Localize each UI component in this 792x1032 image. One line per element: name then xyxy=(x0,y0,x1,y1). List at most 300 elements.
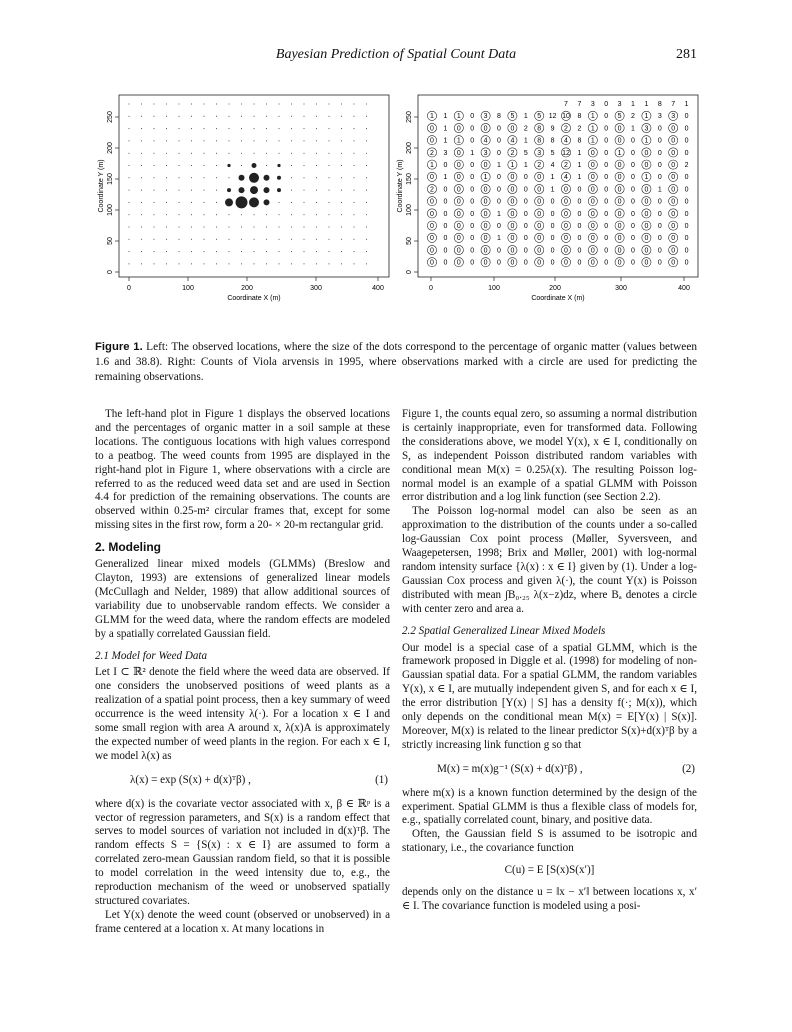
count-label: 3 xyxy=(590,101,595,108)
count-label: 0 xyxy=(617,198,622,206)
count-label: 0 xyxy=(604,113,609,121)
count-label: 0 xyxy=(550,210,555,218)
count-label: 0 xyxy=(537,223,542,230)
count-label: 0 xyxy=(537,259,542,267)
observation-dot xyxy=(179,263,180,264)
count-label: 0 xyxy=(671,247,676,255)
count-label: 0 xyxy=(590,174,595,182)
count-label: 0 xyxy=(483,235,488,243)
observation-dot xyxy=(229,128,230,129)
observation-dot xyxy=(316,214,317,215)
observation-dot xyxy=(329,153,330,154)
observation-dot xyxy=(204,116,205,117)
observation-dot xyxy=(354,128,355,129)
count-label: 0 xyxy=(617,210,622,218)
count-label: 0 xyxy=(483,186,488,194)
count-label: 0 xyxy=(537,186,542,194)
count-label: 0 xyxy=(470,223,475,230)
count-label: 1 xyxy=(510,162,515,169)
count-label: 0 xyxy=(590,235,595,243)
observation-dot xyxy=(204,104,205,105)
observation-dot xyxy=(179,153,180,154)
count-label: 0 xyxy=(510,125,515,133)
count-label: 0 xyxy=(497,259,501,267)
page-number: 281 xyxy=(676,47,697,62)
count-label: 0 xyxy=(470,186,475,194)
observation-dot xyxy=(216,104,217,105)
count-label: 0 xyxy=(523,247,528,255)
observation-dot xyxy=(239,175,245,181)
count-label: 0 xyxy=(684,223,689,230)
observation-dot xyxy=(154,239,155,240)
count-label: 2 xyxy=(564,125,568,133)
observation-dot xyxy=(279,239,280,240)
count-label: 0 xyxy=(564,235,568,243)
observation-dot xyxy=(329,190,330,191)
observation-dot xyxy=(341,251,342,252)
observation-dot xyxy=(316,165,317,166)
observation-dot xyxy=(216,263,217,264)
count-label: 0 xyxy=(483,198,488,206)
observation-dot xyxy=(354,190,355,191)
observation-dot xyxy=(141,251,142,252)
observation-dot xyxy=(204,214,205,215)
observation-dot xyxy=(179,177,180,178)
right-xtick: 300 xyxy=(615,285,627,292)
count-label: 8 xyxy=(577,137,582,145)
count-label: 0 xyxy=(456,210,461,218)
observation-dot xyxy=(266,128,267,129)
observation-dot xyxy=(266,214,267,215)
count-label: 0 xyxy=(537,235,542,243)
count-label: 0 xyxy=(684,149,689,157)
count-label: 0 xyxy=(537,247,542,255)
count-label: 0 xyxy=(470,162,475,169)
observation-dot xyxy=(216,153,217,154)
observation-dot xyxy=(304,227,305,228)
observation-dot xyxy=(204,227,205,228)
observation-dot xyxy=(129,202,130,203)
count-label: 0 xyxy=(671,162,676,169)
observation-dot xyxy=(354,202,355,203)
count-label: 0 xyxy=(684,235,689,243)
equation-2 xyxy=(402,763,697,777)
count-label: 0 xyxy=(523,235,528,243)
observation-dot xyxy=(241,165,242,166)
left-xtick: 200 xyxy=(241,285,253,292)
observation-dot xyxy=(191,227,192,228)
observation-dot xyxy=(154,116,155,117)
observation-dot xyxy=(279,202,280,203)
count-label: 0 xyxy=(456,174,461,182)
left-ytick: 150 xyxy=(107,173,114,185)
count-label: 0 xyxy=(684,174,689,182)
count-label: 4 xyxy=(550,162,555,169)
observation-dot xyxy=(366,165,367,166)
observation-dot xyxy=(204,177,205,178)
count-label: 0 xyxy=(430,259,434,267)
observation-dot xyxy=(279,153,280,154)
observation-dot xyxy=(254,251,255,252)
count-label: 0 xyxy=(657,137,662,145)
observation-dot xyxy=(366,190,367,191)
count-label: 0 xyxy=(577,247,582,255)
count-label: 7 xyxy=(564,101,568,108)
right-xtick: 400 xyxy=(678,285,690,292)
observation-dot xyxy=(179,165,180,166)
observation-dot xyxy=(291,202,292,203)
count-label: 1 xyxy=(497,235,501,243)
observation-dot xyxy=(225,198,233,206)
paragraph: Our model is a special case of a spatial GLMM, which is the framework proposed in Diggle et al. (1998) for modeling of non-Gaussian spatial data. For a spatial GLMM, the random variables Y(x), x ∈ I, are mutually independent given S, and for each x ∈ I, the error distribution [Y(x) | S] has a density f(·; M(x)), which only depends on the conditional mean M(x) = E[Y(x) | S(x)]. Moreover, M(x) is related to the linear predictor S(x)+d(x)ᵀβ by a strictly increasing link function g so that xyxy=(402,641,697,751)
observation-dot xyxy=(341,104,342,105)
observation-dot xyxy=(329,177,330,178)
observation-dot xyxy=(266,140,267,141)
count-label: 0 xyxy=(604,149,609,157)
count-label: 1 xyxy=(550,174,555,182)
observation-dot xyxy=(249,173,259,183)
count-label: 0 xyxy=(510,223,515,230)
observation-dot xyxy=(166,214,167,215)
count-label: 4 xyxy=(564,174,568,182)
observation-dot xyxy=(129,153,130,154)
observation-dot xyxy=(179,128,180,129)
count-label: 1 xyxy=(577,149,582,157)
observation-dot xyxy=(191,128,192,129)
count-label: 0 xyxy=(671,186,676,194)
observation-dot xyxy=(204,165,205,166)
observation-dot xyxy=(341,227,342,228)
count-label: 0 xyxy=(456,259,461,267)
observation-dot xyxy=(227,164,230,167)
count-label: 0 xyxy=(430,137,434,145)
observation-dot xyxy=(229,214,230,215)
count-label: 3 xyxy=(443,149,448,157)
observation-dot xyxy=(241,263,242,264)
observation-dot xyxy=(229,140,230,141)
observation-dot xyxy=(204,128,205,129)
observation-dot xyxy=(341,128,342,129)
count-label: 3 xyxy=(483,113,488,121)
count-label: 0 xyxy=(604,186,609,194)
count-label: 0 xyxy=(564,223,568,230)
observation-dot xyxy=(154,263,155,264)
observation-dot xyxy=(154,165,155,166)
count-label: 0 xyxy=(617,186,622,194)
observation-dot xyxy=(366,140,367,141)
observation-dot xyxy=(216,128,217,129)
count-label: 0 xyxy=(470,210,475,218)
count-label: 1 xyxy=(590,137,595,145)
equation-body: M(x) = m(x)g⁻¹ (S(x) + d(x)ᵀβ) , xyxy=(437,762,583,775)
observation-dot xyxy=(304,251,305,252)
right-ylabel: Coordinate Y (m) xyxy=(397,159,404,213)
observation-dot xyxy=(154,140,155,141)
count-label: 1 xyxy=(590,125,595,133)
count-label: 0 xyxy=(604,174,609,182)
observation-dot xyxy=(254,153,255,154)
observation-dot xyxy=(316,140,317,141)
count-label: 0 xyxy=(657,125,662,133)
observation-dot xyxy=(166,202,167,203)
count-label: 0 xyxy=(657,247,662,255)
equation-1 xyxy=(95,774,390,788)
observation-dot xyxy=(204,140,205,141)
count-label: 5 xyxy=(523,149,528,157)
observation-dot xyxy=(229,227,230,228)
observation-dot xyxy=(179,202,180,203)
observation-dot xyxy=(304,239,305,240)
observation-dot xyxy=(254,214,255,215)
count-label: 0 xyxy=(497,223,501,230)
observation-dot xyxy=(204,153,205,154)
count-label: 0 xyxy=(631,137,635,145)
observation-dot xyxy=(354,140,355,141)
observation-dot xyxy=(366,177,367,178)
count-label: 0 xyxy=(510,247,515,255)
count-label: 0 xyxy=(590,162,595,169)
left-xlabel: Coordinate X (m) xyxy=(227,295,281,302)
count-label: 0 xyxy=(657,223,662,230)
count-label: 2 xyxy=(684,162,689,169)
count-label: 8 xyxy=(577,113,582,121)
observation-dot xyxy=(291,190,292,191)
paragraph: where m(x) is a known function determined by the design of the experiment. Spatial GLMM is thus a flexible class of models for, e.g., spatially correlated count, binary, and positive data. xyxy=(402,786,697,827)
count-label: 1 xyxy=(470,149,475,157)
observation-dot xyxy=(241,227,242,228)
count-label: 5 xyxy=(510,113,515,121)
count-label: 0 xyxy=(644,259,649,267)
observation-dot xyxy=(354,263,355,264)
observation-dot xyxy=(279,116,280,117)
observation-dot xyxy=(316,104,317,105)
count-label: 1 xyxy=(684,101,689,108)
observation-dot xyxy=(154,128,155,129)
observation-dot xyxy=(204,263,205,264)
equation-3: C(u) = E [S(x)S(x′)] xyxy=(504,864,595,877)
count-label: 0 xyxy=(604,259,609,267)
count-label: 0 xyxy=(590,247,595,255)
count-label: 0 xyxy=(430,174,434,182)
count-label: 2 xyxy=(430,149,434,157)
observation-dot xyxy=(341,165,342,166)
observation-dot xyxy=(329,227,330,228)
observation-dot xyxy=(229,263,230,264)
count-label: 1 xyxy=(430,113,434,121)
observation-dot xyxy=(366,153,367,154)
observation-dot xyxy=(141,214,142,215)
count-label: 3 xyxy=(657,113,662,121)
count-label: 1 xyxy=(430,162,434,169)
right-ytick: 150 xyxy=(406,173,413,185)
observation-dot xyxy=(166,177,167,178)
count-label: 1 xyxy=(443,137,448,145)
observation-dot xyxy=(252,163,257,168)
observation-dot xyxy=(216,190,217,191)
observation-dot xyxy=(204,239,205,240)
observation-dot xyxy=(227,188,231,192)
observation-dot xyxy=(236,196,248,208)
count-label: 0 xyxy=(470,198,475,206)
observation-dot xyxy=(141,227,142,228)
count-label: 5 xyxy=(537,113,542,121)
observation-dot xyxy=(129,177,130,178)
count-label: 3 xyxy=(671,113,676,121)
observation-dot xyxy=(341,239,342,240)
count-label: 1 xyxy=(577,174,582,182)
right-ytick: 0 xyxy=(406,270,413,274)
right-xtick: 100 xyxy=(488,285,500,292)
count-label: 0 xyxy=(644,186,649,194)
observation-dot xyxy=(366,214,367,215)
count-label: 0 xyxy=(577,259,582,267)
observation-dot xyxy=(166,104,167,105)
count-label: 0 xyxy=(510,186,515,194)
left-x-axis xyxy=(129,277,378,281)
observation-dot xyxy=(341,177,342,178)
count-label: 0 xyxy=(590,210,595,218)
observation-dot xyxy=(179,239,180,240)
observation-dot xyxy=(229,153,230,154)
observation-dot xyxy=(229,239,230,240)
observation-dot xyxy=(291,251,292,252)
count-label: 0 xyxy=(483,125,488,133)
left-xtick: 400 xyxy=(372,285,384,292)
running-title: Bayesian Prediction of Spatial Count Data xyxy=(275,47,517,62)
observation-dot xyxy=(279,104,280,105)
left-xtick: 0 xyxy=(127,285,131,292)
count-label: 4 xyxy=(564,137,568,145)
observation-dot xyxy=(291,227,292,228)
equation-number: (1) xyxy=(375,773,388,786)
count-label: 0 xyxy=(523,186,528,194)
count-label: 1 xyxy=(550,186,555,194)
observation-dot xyxy=(154,214,155,215)
count-label: 0 xyxy=(631,186,635,194)
count-label: 0 xyxy=(537,210,542,218)
observation-dot xyxy=(266,104,267,105)
count-label: 0 xyxy=(497,198,501,206)
observation-dot xyxy=(129,190,130,191)
observation-dot xyxy=(141,239,142,240)
observation-dot xyxy=(277,164,280,167)
count-label: 0 xyxy=(604,125,609,133)
count-label: 2 xyxy=(537,162,542,169)
count-label: 0 xyxy=(497,174,501,182)
count-label: 0 xyxy=(523,174,528,182)
count-label: 0 xyxy=(671,210,676,218)
count-label: 1 xyxy=(644,137,649,145)
count-label: 0 xyxy=(604,210,609,218)
count-label: 0 xyxy=(604,101,609,108)
observation-dot xyxy=(141,177,142,178)
observation-dot xyxy=(341,116,342,117)
observation-dot xyxy=(204,251,205,252)
observation-dot xyxy=(366,251,367,252)
count-label: 0 xyxy=(617,223,622,230)
count-label: 0 xyxy=(684,125,689,133)
observation-dot xyxy=(304,202,305,203)
observation-dot xyxy=(316,263,317,264)
count-label: 0 xyxy=(470,125,475,133)
right-ytick: 50 xyxy=(406,237,413,245)
observation-dot xyxy=(129,239,130,240)
right-xtick: 0 xyxy=(429,285,433,292)
observation-dot xyxy=(129,116,130,117)
observation-dot xyxy=(366,104,367,105)
count-label: 0 xyxy=(644,198,649,206)
observation-dot xyxy=(279,263,280,264)
count-label: 0 xyxy=(550,259,555,267)
observation-dot xyxy=(179,104,180,105)
observation-dot xyxy=(216,214,217,215)
observation-dot xyxy=(166,128,167,129)
count-label: 0 xyxy=(483,162,488,169)
observation-dot xyxy=(291,263,292,264)
observation-dot xyxy=(241,116,242,117)
observation-dot xyxy=(229,116,230,117)
count-label: 0 xyxy=(604,223,609,230)
count-label: 1 xyxy=(644,113,649,121)
observation-dot xyxy=(254,140,255,141)
count-label: 0 xyxy=(470,259,475,267)
observation-dot xyxy=(291,214,292,215)
figure-caption xyxy=(95,340,697,385)
count-label: 1 xyxy=(590,113,595,121)
observation-dot xyxy=(329,104,330,105)
observation-dot xyxy=(141,190,142,191)
observation-dot xyxy=(354,165,355,166)
count-label: 0 xyxy=(443,198,448,206)
right-ytick: 200 xyxy=(406,142,413,154)
observation-dot xyxy=(241,251,242,252)
observation-dot xyxy=(216,165,217,166)
count-label: 0 xyxy=(657,210,662,218)
observation-dot xyxy=(266,227,267,228)
count-label: 0 xyxy=(657,259,662,267)
count-label: 0 xyxy=(590,223,595,230)
count-label: 1 xyxy=(523,113,528,121)
count-label: 4 xyxy=(483,137,488,145)
count-label: 0 xyxy=(523,210,528,218)
observation-dot xyxy=(254,128,255,129)
count-label: 0 xyxy=(550,223,555,230)
observation-dot xyxy=(304,116,305,117)
observation-dot xyxy=(166,116,167,117)
observation-dot xyxy=(241,128,242,129)
count-label: 0 xyxy=(456,162,461,169)
observation-dot xyxy=(191,251,192,252)
count-label: 0 xyxy=(537,198,542,206)
observation-dot xyxy=(129,251,130,252)
count-label: 0 xyxy=(577,210,582,218)
count-label: 1 xyxy=(443,113,448,121)
subsection-heading: 2.1 Model for Weed Data xyxy=(95,649,208,662)
observation-dot xyxy=(241,140,242,141)
observation-dot xyxy=(191,104,192,105)
observation-dot xyxy=(341,263,342,264)
observation-dot xyxy=(304,190,305,191)
observation-dot xyxy=(249,197,259,207)
count-label: 0 xyxy=(617,125,622,133)
count-label: 0 xyxy=(537,174,542,182)
count-label: 0 xyxy=(497,125,501,133)
observation-dot xyxy=(304,214,305,215)
left-ytick: 0 xyxy=(107,270,114,274)
count-label: 0 xyxy=(443,223,448,230)
observation-dot xyxy=(191,153,192,154)
observation-dot xyxy=(154,227,155,228)
